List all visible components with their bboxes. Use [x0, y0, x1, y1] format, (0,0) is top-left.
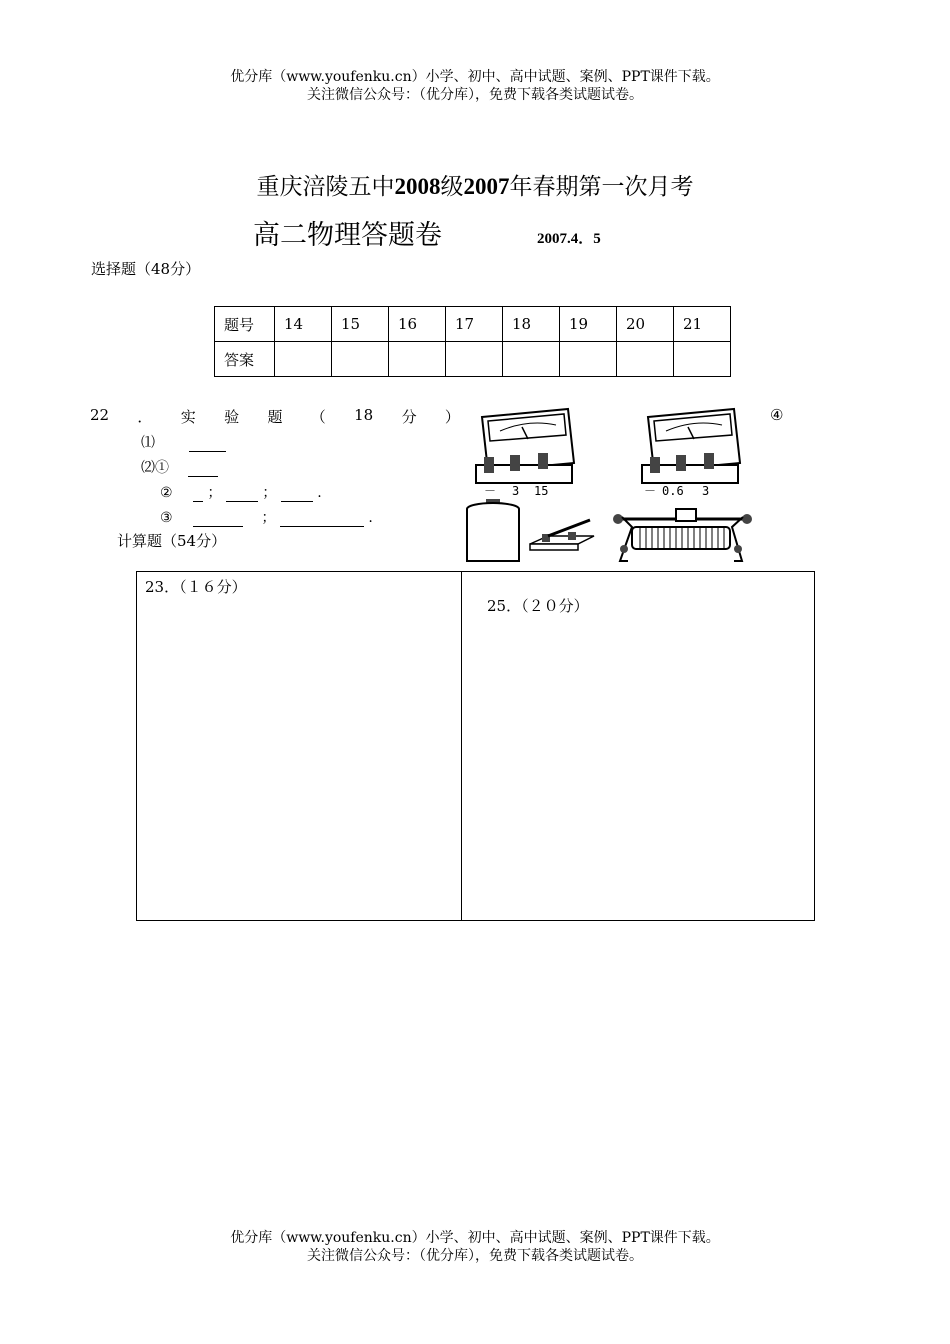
footer-line-2: 关注微信公众号：（优分库），免费下载各类试题试卷。: [307, 1248, 643, 1264]
paper-subtitle: 高二物理答题卷: [253, 220, 442, 251]
q23-label: 23．（１６分）: [145, 578, 247, 596]
answer-cell[interactable]: [389, 342, 446, 377]
q22-item-1: ⑴: [141, 432, 226, 452]
question-number: 17: [446, 307, 503, 342]
answer-blank[interactable]: [281, 487, 313, 502]
voltmeter-terminal-label: 15: [534, 484, 549, 498]
q22-heading: 22 ． 实 验 题 （ 18 分 ）: [90, 406, 460, 426]
voltmeter-icon: [470, 405, 580, 500]
answer-table: [214, 306, 731, 377]
question-number: 14: [275, 307, 332, 342]
calc-heading: 计算题（54分）: [117, 532, 227, 550]
row-label-answer: 答案: [215, 342, 275, 377]
answer-cell[interactable]: [446, 342, 503, 377]
q22-item-4-marker: ④: [770, 406, 784, 424]
answer-cell[interactable]: [503, 342, 560, 377]
table-row: [215, 307, 731, 342]
q25-label: 25．（２０分）: [487, 597, 589, 615]
column-divider: [461, 572, 462, 920]
calc-answer-area: [136, 571, 815, 921]
ammeter-terminal-label: －: [644, 484, 657, 498]
answer-cell[interactable]: [560, 342, 617, 377]
question-number: 21: [674, 307, 731, 342]
table-row: [215, 342, 731, 377]
choice-heading: 选择题（48分）: [91, 260, 201, 278]
q22-item-2-2: ② ； ； .: [160, 485, 322, 501]
voltmeter-terminal-label: －: [484, 484, 497, 498]
q22-item-2-1: ⑵①: [141, 457, 218, 477]
question-number: 18: [503, 307, 560, 342]
rheostat-icon: [610, 505, 755, 570]
ammeter-icon: [636, 405, 746, 500]
exam-date: 2007.4．5: [537, 231, 601, 247]
question-number: 19: [560, 307, 617, 342]
row-label-number: 题号: [215, 307, 275, 342]
answer-cell[interactable]: [617, 342, 674, 377]
footer-line-1: 优分库（www.youfenku.cn）小学、初中、高中试题、案例、PPT课件下载。: [230, 1230, 720, 1246]
battery-icon: [464, 497, 524, 567]
answer-blank[interactable]: [188, 462, 218, 477]
answer-blank[interactable]: [193, 512, 243, 527]
answer-blank[interactable]: [280, 512, 364, 527]
question-number: 15: [332, 307, 389, 342]
voltmeter-terminal-label: 3: [512, 484, 520, 498]
ammeter-terminal-label: 3: [702, 484, 710, 498]
answer-cell[interactable]: [332, 342, 389, 377]
answer-blank[interactable]: [193, 487, 203, 502]
header-line-1: 优分库（www.youfenku.cn）小学、初中、高中试题、案例、PPT课件下载。: [230, 69, 720, 85]
exam-title: 重庆涪陵五中2008级2007年春期第一次月考: [256, 174, 694, 200]
ammeter-terminal-label: 0.6: [662, 484, 684, 498]
q25-answer-space[interactable]: [467, 620, 810, 916]
question-number: 20: [617, 307, 674, 342]
answer-cell[interactable]: [674, 342, 731, 377]
answer-blank[interactable]: [189, 437, 226, 452]
question-number: 16: [389, 307, 446, 342]
q22-item-2-3: ③ ； .: [160, 510, 373, 526]
q23-answer-space[interactable]: [141, 600, 457, 916]
answer-blank[interactable]: [226, 487, 258, 502]
header-line-2: 关注微信公众号：（优分库），免费下载各类试题试卷。: [307, 87, 643, 103]
answer-cell[interactable]: [275, 342, 332, 377]
switch-icon: [528, 514, 598, 559]
